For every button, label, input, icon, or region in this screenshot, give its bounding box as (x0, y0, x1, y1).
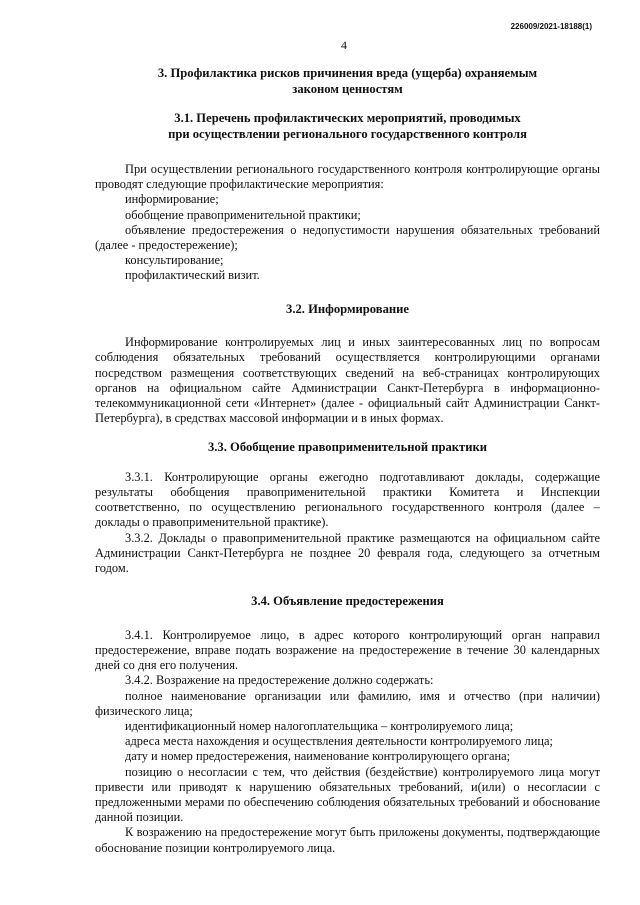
section-3-1-intro: При осуществлении регионального государственного контроля контролирующие органы проводят следующие профилактические мероприятия: (95, 162, 600, 192)
list-item: объявление предостережения о недопустимости нарушения обязательных требований (далее - предостережение); (95, 222, 600, 253)
list-item: информирование; (125, 192, 219, 207)
document-body (95, 66, 600, 856)
section-3-4-paragraph-3: К возражению на предостережение могут быть приложены документы, подтверждающие обоснование позиции контролируемого лица. (95, 825, 600, 855)
section-3-2-text: Информирование контролируемых лиц и иных заинтересованных лиц по вопросам соблюдения обязательных требований осуществляется контролирующими органами посредством размещения соответствующих сведений на веб-страницах контролирующих органов на официальном сайте Администрации Санкт-Петербурга в информационно-телекоммуникационной сети «Интернет» (далее - официальный сайт Администрации Санкт-Петербурга), в средствах массовой информации и в иных формах. (95, 335, 600, 426)
list-item: обобщение правоприменительной практики; (125, 207, 361, 222)
list-item: дату и номер предостережения, наименование контролирующего органа; (125, 749, 511, 764)
section-3-4-title: 3.4. Объявление предостережения (251, 594, 444, 609)
section-3-title-line2: законом ценностям (292, 81, 403, 96)
list-item: профилактический визит. (125, 268, 260, 283)
section-3-1-title (95, 111, 600, 142)
section-3-4-paragraph-1: 3.4.1. Контролируемое лицо, в адрес которого контролирующий орган направил предостережение, вправе подать возражение на предостережение в течение 30 календарных дней со дня его получения. (95, 627, 600, 673)
section-3-3-paragraph-2: 3.3.2. Доклады о правоприменительной практике размещаются на официальном сайте Администрации Санкт-Петербурга не позднее 20 февраля года, следующего за отчетным годом. (95, 530, 600, 576)
document-number: 226009/2021-18188(1) (510, 22, 592, 31)
section-3-title (95, 66, 600, 97)
list-item: позицию о несогласии с тем, что действия (бездействие) контролируемого лица могут привести или приводят к нарушению обязательных требований, и(или) о несогласии с предложенными мерами по обеспечению соблюдения обязательных требований и обоснование данной позиции. (95, 764, 600, 825)
section-3-2-title: 3.2. Информирование (286, 301, 409, 316)
list-item: адреса места нахождения и осуществления деятельности контролируемого лица; (125, 734, 553, 749)
section-3-3-title: 3.3. Обобщение правоприменительной практики (207, 440, 488, 455)
page-number: 4 (341, 38, 347, 52)
section-3-1-title-line1: 3.1. Перечень профилактических мероприятий, проводимых (174, 111, 521, 125)
list-item: полное наименование организации или фамилию, имя и отчество (при наличии) физического лица; (95, 688, 600, 718)
section-3-4-paragraph-2: 3.4.2. Возражение на предостережение должно содержать: (125, 673, 434, 688)
section-3-title-line1: 3. Профилактика рисков причинения вреда (ущерба) охраняемым (157, 66, 538, 80)
section-3-3-paragraph-1: 3.3.1. Контролирующие органы ежегодно подготавливают доклады, содержащие результаты обобщения правоприменительной практики Комитета и Инспекции соответственно, по осуществлению регионального государственного контроля (далее – доклады о правоприменительной практике). (95, 469, 600, 530)
section-3-1-title-line2: при осуществлении регионального государственного контроля (168, 126, 527, 141)
list-item: идентификационный номер налогоплательщика – контролируемого лица; (125, 718, 514, 733)
list-item: консультирование; (125, 253, 224, 268)
